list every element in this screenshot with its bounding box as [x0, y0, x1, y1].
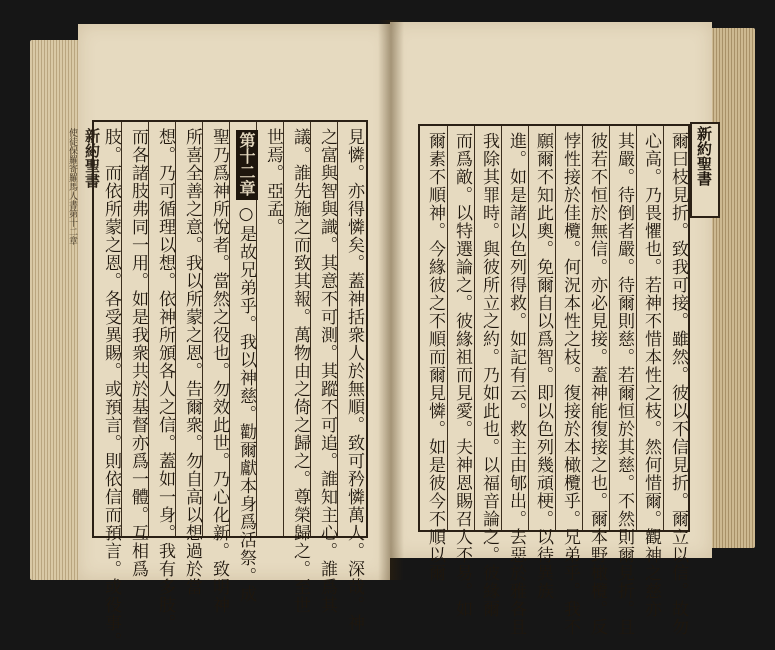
column-rule [555, 126, 556, 530]
text-column: 爾曰枝見折。致我可接。雖然。彼以不信見折。爾立以信。故勿 [668, 132, 688, 636]
left-running-title: 新約聖書 [83, 128, 101, 188]
column-rule [609, 126, 610, 530]
text-column: 願爾不知此奧。免爾自以爲智。即以色列幾頑梗。以待異族 [533, 132, 553, 600]
text-column: 見憐。亦得憐矣。蓋神括衆人於無順。致可矜憐萬人。深哉。神 [344, 128, 364, 632]
left-running-subtitle: 使徒保羅寄羅馬人書第十二章 [67, 128, 77, 245]
text-column: 所喜全善之意。我以所蒙之恩。告爾衆。勿自高以想過於當 [182, 128, 202, 596]
column-rule [636, 126, 637, 530]
column-rule [663, 126, 664, 530]
right-page-edges [705, 28, 755, 548]
text-column: 而爲敵。以特選論之。彼緣祖而見愛。夫神恩賜召人不易。如 [452, 132, 472, 618]
text-column: 之富與智與識。其意不可測。其蹤不可追。誰知主心。誰爲其 [317, 128, 337, 614]
column-rule [474, 126, 475, 530]
text-column: 世焉。亞孟。 [263, 128, 283, 236]
right-running-title: 新約聖書 [695, 126, 713, 186]
text-column: 想。乃可循理以想。依神所頒各人之信。蓋如一身。我有多肢。 [155, 128, 175, 632]
text-column: 心高。乃畏懼也。若神不惜本性之枝。然何惜爾。觀神之慈亦 [641, 132, 661, 618]
text-column: ○是故兄弟乎。我以神慈。勸爾獻本身爲活祭。成 [236, 204, 256, 603]
right-text-block [418, 124, 690, 636]
text-column: 進。如是諸以色列得救。如記有云。救主由郇出。去惡於雅各且 [506, 132, 526, 636]
chapter-heading: 第十二章 [237, 132, 256, 196]
book-gutter [378, 20, 404, 580]
column-rule [447, 126, 448, 530]
column-rule [528, 126, 529, 530]
text-column: 而各諸肢弗同一用。如是我衆共於基督亦爲一體。互相爲 [128, 128, 148, 578]
text-column: 爾素不順神。今緣彼之不順而爾見憐。如是彼今不順以爾 [425, 132, 445, 582]
text-column: 肢。而依所蒙之恩。各受異賜。或預言。則依信而預言。或役事。 [101, 128, 121, 650]
text-column: 議。誰先施之而致其報。萬物由之倚之歸之。尊榮歸之。至世 [290, 128, 310, 614]
text-column: 聖乃爲神所悅者。當然之役也。勿效此世。乃心化新。致明神 [209, 128, 229, 614]
column-rule [501, 126, 502, 530]
text-column: 我除其罪時。與彼所立之約。乃如此也。以福音論之。彼緣爾 [479, 132, 499, 618]
column-rule [582, 126, 583, 530]
text-column: 彼若不恒於無信。亦必見接。蓋神能復接之也。爾本野橄欖。反 [587, 132, 607, 636]
left-text-block [92, 120, 368, 650]
text-column: 其嚴。待倒者嚴。待爾則慈。若爾恒於其慈。不然則爾見折。且 [614, 132, 634, 636]
text-column: 悖性接於佳欖。何況本性之枝。復接於本橄欖乎。兄弟乎。我不 [560, 132, 580, 636]
